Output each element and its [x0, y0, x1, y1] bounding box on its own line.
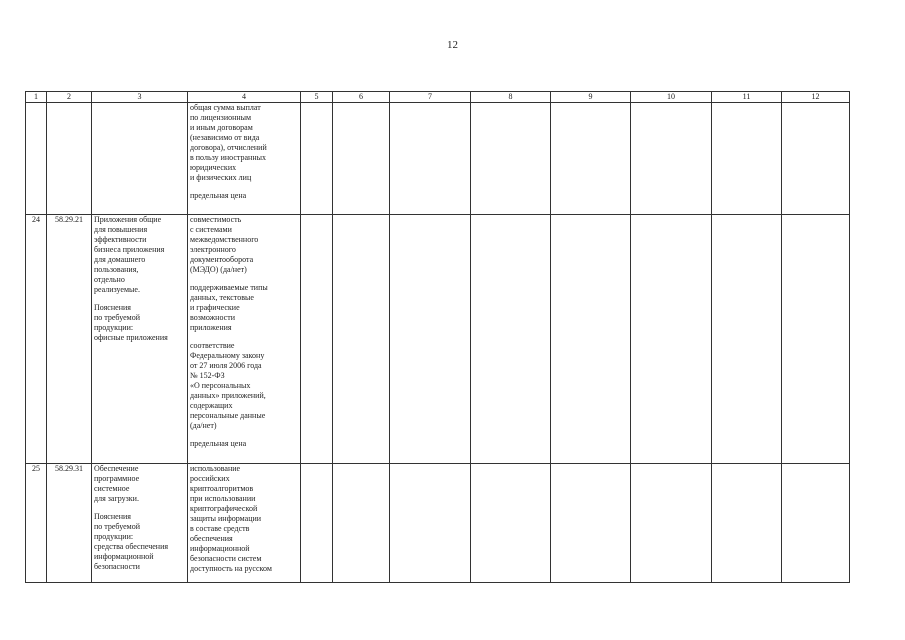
empty-cell	[390, 103, 471, 215]
empty-cell	[712, 215, 782, 464]
row-number-cell: 24	[26, 215, 47, 464]
characteristic-line: в пользу иностранных	[190, 153, 266, 162]
characteristic-line: документооборота	[190, 255, 254, 264]
empty-cell	[631, 464, 712, 583]
table-row	[26, 215, 850, 464]
characteristic-line: «О персональных	[190, 381, 251, 390]
row-number-cell: 25	[26, 464, 47, 583]
characteristic-line: юридических	[190, 163, 237, 172]
empty-cell	[712, 464, 782, 583]
explanation-line: средства обеспечения	[94, 542, 169, 551]
characteristic-line: при использовании	[190, 494, 256, 503]
column-header: 8	[471, 92, 551, 103]
characteristic-line: защиты информации	[190, 514, 262, 523]
characteristic-line: в составе средств	[190, 524, 250, 533]
characteristic-line: приложения	[190, 323, 232, 332]
characteristic-line: данных, текстовые	[190, 293, 254, 302]
product-name-line: реализуемые.	[94, 285, 140, 294]
characteristics-cell	[188, 103, 301, 215]
column-header: 6	[333, 92, 390, 103]
empty-cell	[333, 464, 390, 583]
empty-cell	[712, 103, 782, 215]
characteristic-line: криптографической	[190, 504, 258, 513]
empty-cell	[782, 103, 850, 215]
characteristic-line: безопасности систем	[190, 554, 262, 563]
characteristic-line: обеспечения	[190, 534, 233, 543]
empty-cell	[551, 103, 631, 215]
table-row	[26, 103, 850, 215]
characteristic-line: поддерживаемые типы	[190, 283, 268, 292]
empty-cell	[301, 215, 333, 464]
explanation-line: офисные приложения	[94, 333, 168, 342]
table-row	[26, 464, 850, 583]
product-name-line: для повышения	[94, 225, 148, 234]
column-header: 1	[26, 92, 47, 103]
characteristic-line: и иным договорам	[190, 123, 253, 132]
characteristic-line: общая сумма выплат	[190, 103, 261, 112]
characteristic-line: Федеральному закону	[190, 351, 265, 360]
explanation-line: по требуемой	[94, 313, 140, 322]
product-name-line: для загрузки.	[94, 494, 139, 503]
okpd-code-cell: 58.29.21	[47, 215, 92, 464]
column-header: 3	[92, 92, 188, 103]
empty-cell	[333, 103, 390, 215]
row-number-cell	[26, 103, 47, 215]
product-name-line: Обеспечение	[94, 464, 139, 473]
column-header: 9	[551, 92, 631, 103]
explanation-line: по требуемой	[94, 522, 140, 531]
explanation-line: продукции:	[94, 323, 134, 332]
characteristic-line: соответствие	[190, 341, 235, 350]
requirements-table	[25, 91, 850, 583]
characteristic-line: предельная цена	[190, 191, 247, 200]
explanation-line: Пояснения	[94, 512, 131, 521]
characteristic-line: от 27 июля 2006 года	[190, 361, 262, 370]
empty-cell	[333, 215, 390, 464]
product-name-cell	[92, 103, 188, 215]
characteristic-line: по лицензионным	[190, 113, 252, 122]
characteristic-line: (независимо от вида	[190, 133, 260, 142]
okpd-code-cell: 58.29.31	[47, 464, 92, 583]
empty-cell	[471, 215, 551, 464]
product-name-line: бизнеса приложения	[94, 245, 165, 254]
empty-cell	[471, 464, 551, 583]
empty-cell	[631, 215, 712, 464]
product-name-line: отдельно	[94, 275, 125, 284]
empty-cell	[551, 215, 631, 464]
characteristic-line: криптоалгоритмов	[190, 484, 254, 493]
empty-cell	[631, 103, 712, 215]
characteristic-line: информационной	[190, 544, 250, 553]
characteristic-line: возможности	[190, 313, 235, 322]
product-name-cell	[92, 215, 188, 464]
page-number: 12	[447, 39, 458, 51]
characteristic-line: электронного	[190, 245, 236, 254]
column-number-header-row	[26, 92, 850, 103]
explanation-line: продукции:	[94, 532, 134, 541]
empty-cell	[301, 464, 333, 583]
empty-cell	[390, 464, 471, 583]
characteristic-line: доступность на русском	[190, 564, 272, 573]
explanation-line: Пояснения	[94, 303, 131, 312]
paragraph-gap	[94, 295, 185, 303]
empty-cell	[471, 103, 551, 215]
product-name-cell	[92, 464, 188, 583]
product-name-line: программное	[94, 474, 140, 483]
paragraph-gap	[94, 504, 185, 512]
characteristic-line: с системами	[190, 225, 232, 234]
characteristic-line: (МЭДО) (да/нет)	[190, 265, 247, 274]
empty-cell	[551, 464, 631, 583]
characteristic-line: данных» приложений,	[190, 391, 266, 400]
column-header: 4	[188, 92, 301, 103]
product-name-line: эффективности	[94, 235, 147, 244]
product-name-line: пользования,	[94, 265, 139, 274]
column-header: 11	[712, 92, 782, 103]
characteristic-line: совместимость	[190, 215, 242, 224]
column-header: 10	[631, 92, 712, 103]
characteristic-line: российских	[190, 474, 230, 483]
characteristic-line: и физических лиц	[190, 173, 252, 182]
column-header: 5	[301, 92, 333, 103]
empty-cell	[301, 103, 333, 215]
characteristic-line: содержащих	[190, 401, 233, 410]
column-header: 2	[47, 92, 92, 103]
characteristic-line: и графические	[190, 303, 240, 312]
product-name-line: Приложения общие	[94, 215, 162, 224]
empty-cell	[782, 215, 850, 464]
characteristic-line: персональные данные	[190, 411, 266, 420]
characteristic-line: использование	[190, 464, 241, 473]
explanation-line: информационной	[94, 552, 154, 561]
characteristics-cell	[188, 215, 301, 464]
characteristic-line: договора), отчислений	[190, 143, 267, 152]
paragraph-gap	[190, 431, 298, 439]
paragraph-gap	[190, 333, 298, 341]
paragraph-gap	[190, 183, 298, 191]
characteristic-line: предельная цена	[190, 439, 247, 448]
column-header: 12	[782, 92, 850, 103]
product-name-line: системное	[94, 484, 130, 493]
okpd-code-cell	[47, 103, 92, 215]
characteristic-line: межведомственного	[190, 235, 259, 244]
empty-cell	[782, 464, 850, 583]
paragraph-gap	[190, 275, 298, 283]
column-header: 7	[390, 92, 471, 103]
product-name-line: для домашнего	[94, 255, 146, 264]
explanation-line: безопасности	[94, 562, 140, 571]
table-body	[26, 103, 850, 583]
empty-cell	[390, 215, 471, 464]
characteristics-cell	[188, 464, 301, 583]
characteristic-line: (да/нет)	[190, 421, 217, 430]
characteristic-line: № 152-ФЗ	[190, 371, 225, 380]
